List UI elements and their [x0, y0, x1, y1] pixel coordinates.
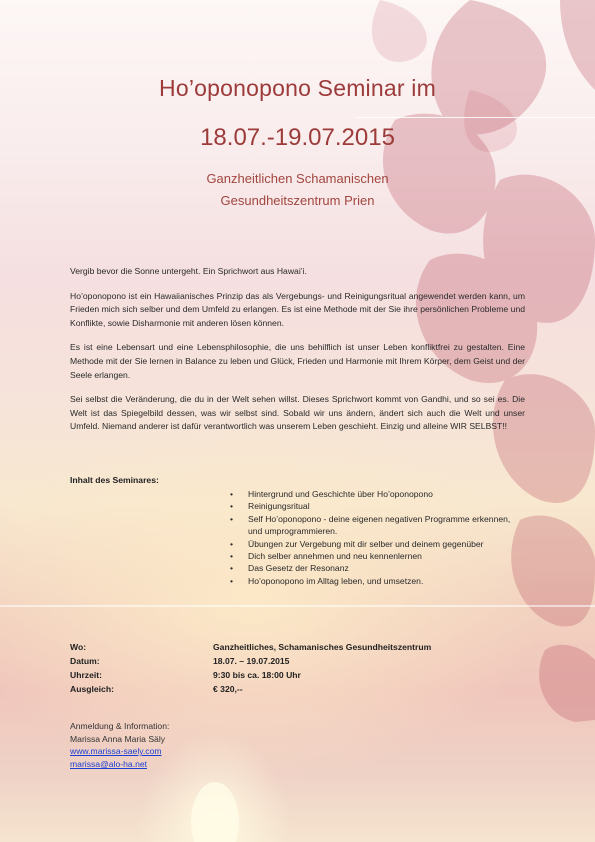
info-label: Datum: [70, 656, 100, 666]
list-item-text: Übungen zur Vergebung mit dir selber und deinem gegenüber [248, 538, 484, 549]
info-row-location [70, 640, 431, 654]
list-item [230, 550, 520, 562]
subtitle-line-2: Gesundheitszentrum Prien [220, 193, 375, 208]
subtitle-line-1: Ganzheitlichen Schamanischen [206, 171, 389, 186]
list-item-text: Ho’oponopono im Alltag leben, und umsetzen. [248, 575, 424, 586]
contact-heading: Anmeldung & Information: [70, 721, 170, 731]
bullet-icon: • [230, 551, 234, 562]
info-row-date [70, 654, 431, 668]
contact-name: Marissa Anna Maria Säly [70, 733, 166, 744]
info-value: Ganzheitliches, Schamanisches Gesundheitszentrum [213, 642, 432, 652]
bullet-icon: • [230, 575, 234, 586]
list-item [230, 575, 520, 587]
email-link[interactable]: marissa@alo-ha.net [70, 758, 148, 769]
bullet-icon: • [230, 489, 234, 499]
info-label: Ausgleich: [70, 684, 114, 694]
paragraph-gandhi: Sei selbst die Veränderung, die du in der Welt sehen willst. Dieses Sprichwort kommt von Gandhi, und so sei es. Die Welt ist das Spiegelbild dessen, was wir selbst sind. Sobald wir uns ändern, ändert sich auch die Welt und unser Umfeld. Niemand anderer ist dafür verantwortlich was unserem Leben geschieht. Einzig und alleine WIR SELBST!! [70, 394, 525, 432]
list-item-text: Dich selber annehmen und neu kennenlernen [248, 551, 422, 562]
paragraph-proverb: Vergib bevor die Sonne untergeht. Ein Sprichwort aus Hawai’i. [70, 266, 307, 276]
info-label: Wo: [70, 642, 87, 652]
event-info-table [70, 640, 431, 696]
bullet-icon: • [230, 538, 234, 549]
list-item [230, 500, 520, 512]
info-value: 18.07. – 19.07.2015 [213, 656, 290, 666]
list-item [230, 513, 520, 538]
body-text [70, 265, 525, 445]
list-item-text: Hintergrund und Geschichte über Ho’oponopono [248, 489, 433, 499]
paragraph-intro: Ho’oponopono ist ein Hawaiianisches Prinzip das als Vergebungs- und Reinigungsritual angewendet werden kann, um Frieden mich sich selber und dem Umfeld zu erlangen. Es ist eine Methode mit der Sie ihre persönlichen Probleme und Konflikte, sowie Disharmonie mit anderen lösen können. [70, 290, 525, 328]
info-row-price [70, 682, 431, 696]
info-value: 9:30 bis ca. 18:00 Uhr [213, 670, 301, 680]
website-link[interactable]: www.marissa-saely.com [70, 746, 162, 757]
list-item [230, 488, 520, 500]
info-label: Uhrzeit: [70, 670, 102, 680]
bullet-icon: • [230, 501, 234, 512]
bullet-icon: • [230, 563, 234, 574]
page-title: Ho’oponopono Seminar im [159, 75, 436, 101]
contact-block [70, 720, 169, 770]
seminar-topics-list [230, 488, 520, 587]
seminar-contents-label: Inhalt des Seminares: [70, 475, 159, 485]
info-row-time [70, 668, 431, 682]
list-item [230, 538, 520, 550]
list-item-text: Self Ho’oponopono - deine eigenen negativen Programme erkennen, und umprogrammieren. [248, 513, 511, 537]
bullet-icon: • [230, 513, 234, 524]
list-item-text: Reinigungsritual [248, 501, 310, 512]
list-item-text: Das Gesetz der Resonanz [248, 563, 349, 574]
list-item [230, 562, 520, 574]
info-value: € 320,-- [213, 684, 243, 694]
page-title-date: 18.07.-19.07.2015 [200, 124, 395, 151]
paragraph-lifestyle: Es ist eine Lebensart und eine Lebensphilosophie, die uns behilflich ist unser Leben konfliktfrei zu gestalten. Eine Methode mit der Sie lernen in Balance zu leben und Glück, Frieden und Harmonie mit Ihrem Körper, dem Geist und der Seele erlangen. [70, 342, 525, 380]
